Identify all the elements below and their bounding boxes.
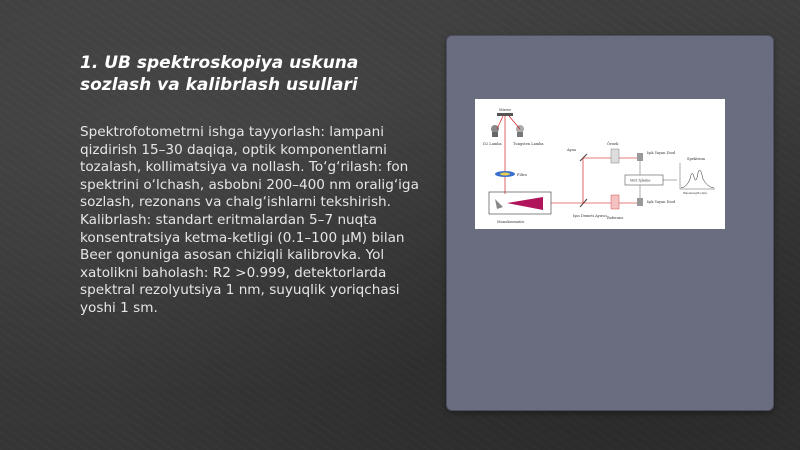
beam-splitter-label: Işın Demeti Ayırıcı: [573, 214, 607, 218]
top-detector-label: Işık Yayan Diod: [647, 151, 676, 155]
spectrum-plot: [680, 163, 715, 189]
sample-cuvette: [611, 149, 619, 163]
mirror2-label: Ayna: [567, 148, 576, 152]
diagram-svg: [475, 99, 725, 229]
second-mirror-shape: [580, 154, 587, 161]
reference-cuvette: [611, 195, 619, 209]
tungsten-lamp-label: Tungsten Lamba: [513, 142, 544, 146]
slide-title: 1. UB spektroskopiya uskuna sozlash va kalibrlash usullari: [80, 53, 359, 95]
d2-lamp-label: D2 Lamba: [483, 142, 502, 146]
light-path-2: [509, 116, 520, 129]
reference-label: Referans: [607, 216, 624, 220]
top-mirror-shape: [497, 113, 513, 116]
mirror-label: Mirror: [499, 108, 512, 112]
grating-shape: [495, 199, 503, 209]
spectrum-label: Spektrum: [687, 157, 705, 161]
top-detector-shape: [637, 153, 643, 161]
light-path-1: [497, 116, 503, 129]
processor-label: Veri İşleme: [630, 178, 651, 183]
bottom-detector-label: Işık Yayan Diod: [647, 200, 676, 204]
prism-spectrum-shape: [507, 197, 543, 210]
filter-label: Filtre: [517, 173, 528, 177]
sample-label: Örnek: [607, 142, 619, 146]
tungsten-lamp-icon: [516, 125, 524, 137]
spectrophotometer-diagram: [475, 99, 725, 229]
spectrum-axis-label: Wavelength (nm): [683, 191, 708, 195]
slide-body-text: Spektrofotometrni ishga tayyorlash: lampani qizdirish 15–30 daqiqa, optik komponentlarni tozalash, kollimatsiya va nollash. To‘g‘rilash: fon spektrini o‘lchash, asbobni 200–400 nm oralig‘iga sozlash, rezonans va chalg‘ishlarni tekshirish. Kalibrlash: standart eritmalardan 5–7 nuqta konsentratsiya ketma-ketligi (0.1–100 µM) bilan Beer qonuniga asosan chiziqli kalibrovka. Yol xatolikni baholash: R2 >0.999, detektorlarda spektral rezolyutsiya 1 nm, suyuqlik yoriqchasi yoshi 1 sm.: [80, 124, 419, 316]
bottom-detector-shape: [637, 198, 643, 206]
monochromator-label: Monokromatör: [497, 220, 525, 224]
filter-highlight: [500, 173, 510, 176]
